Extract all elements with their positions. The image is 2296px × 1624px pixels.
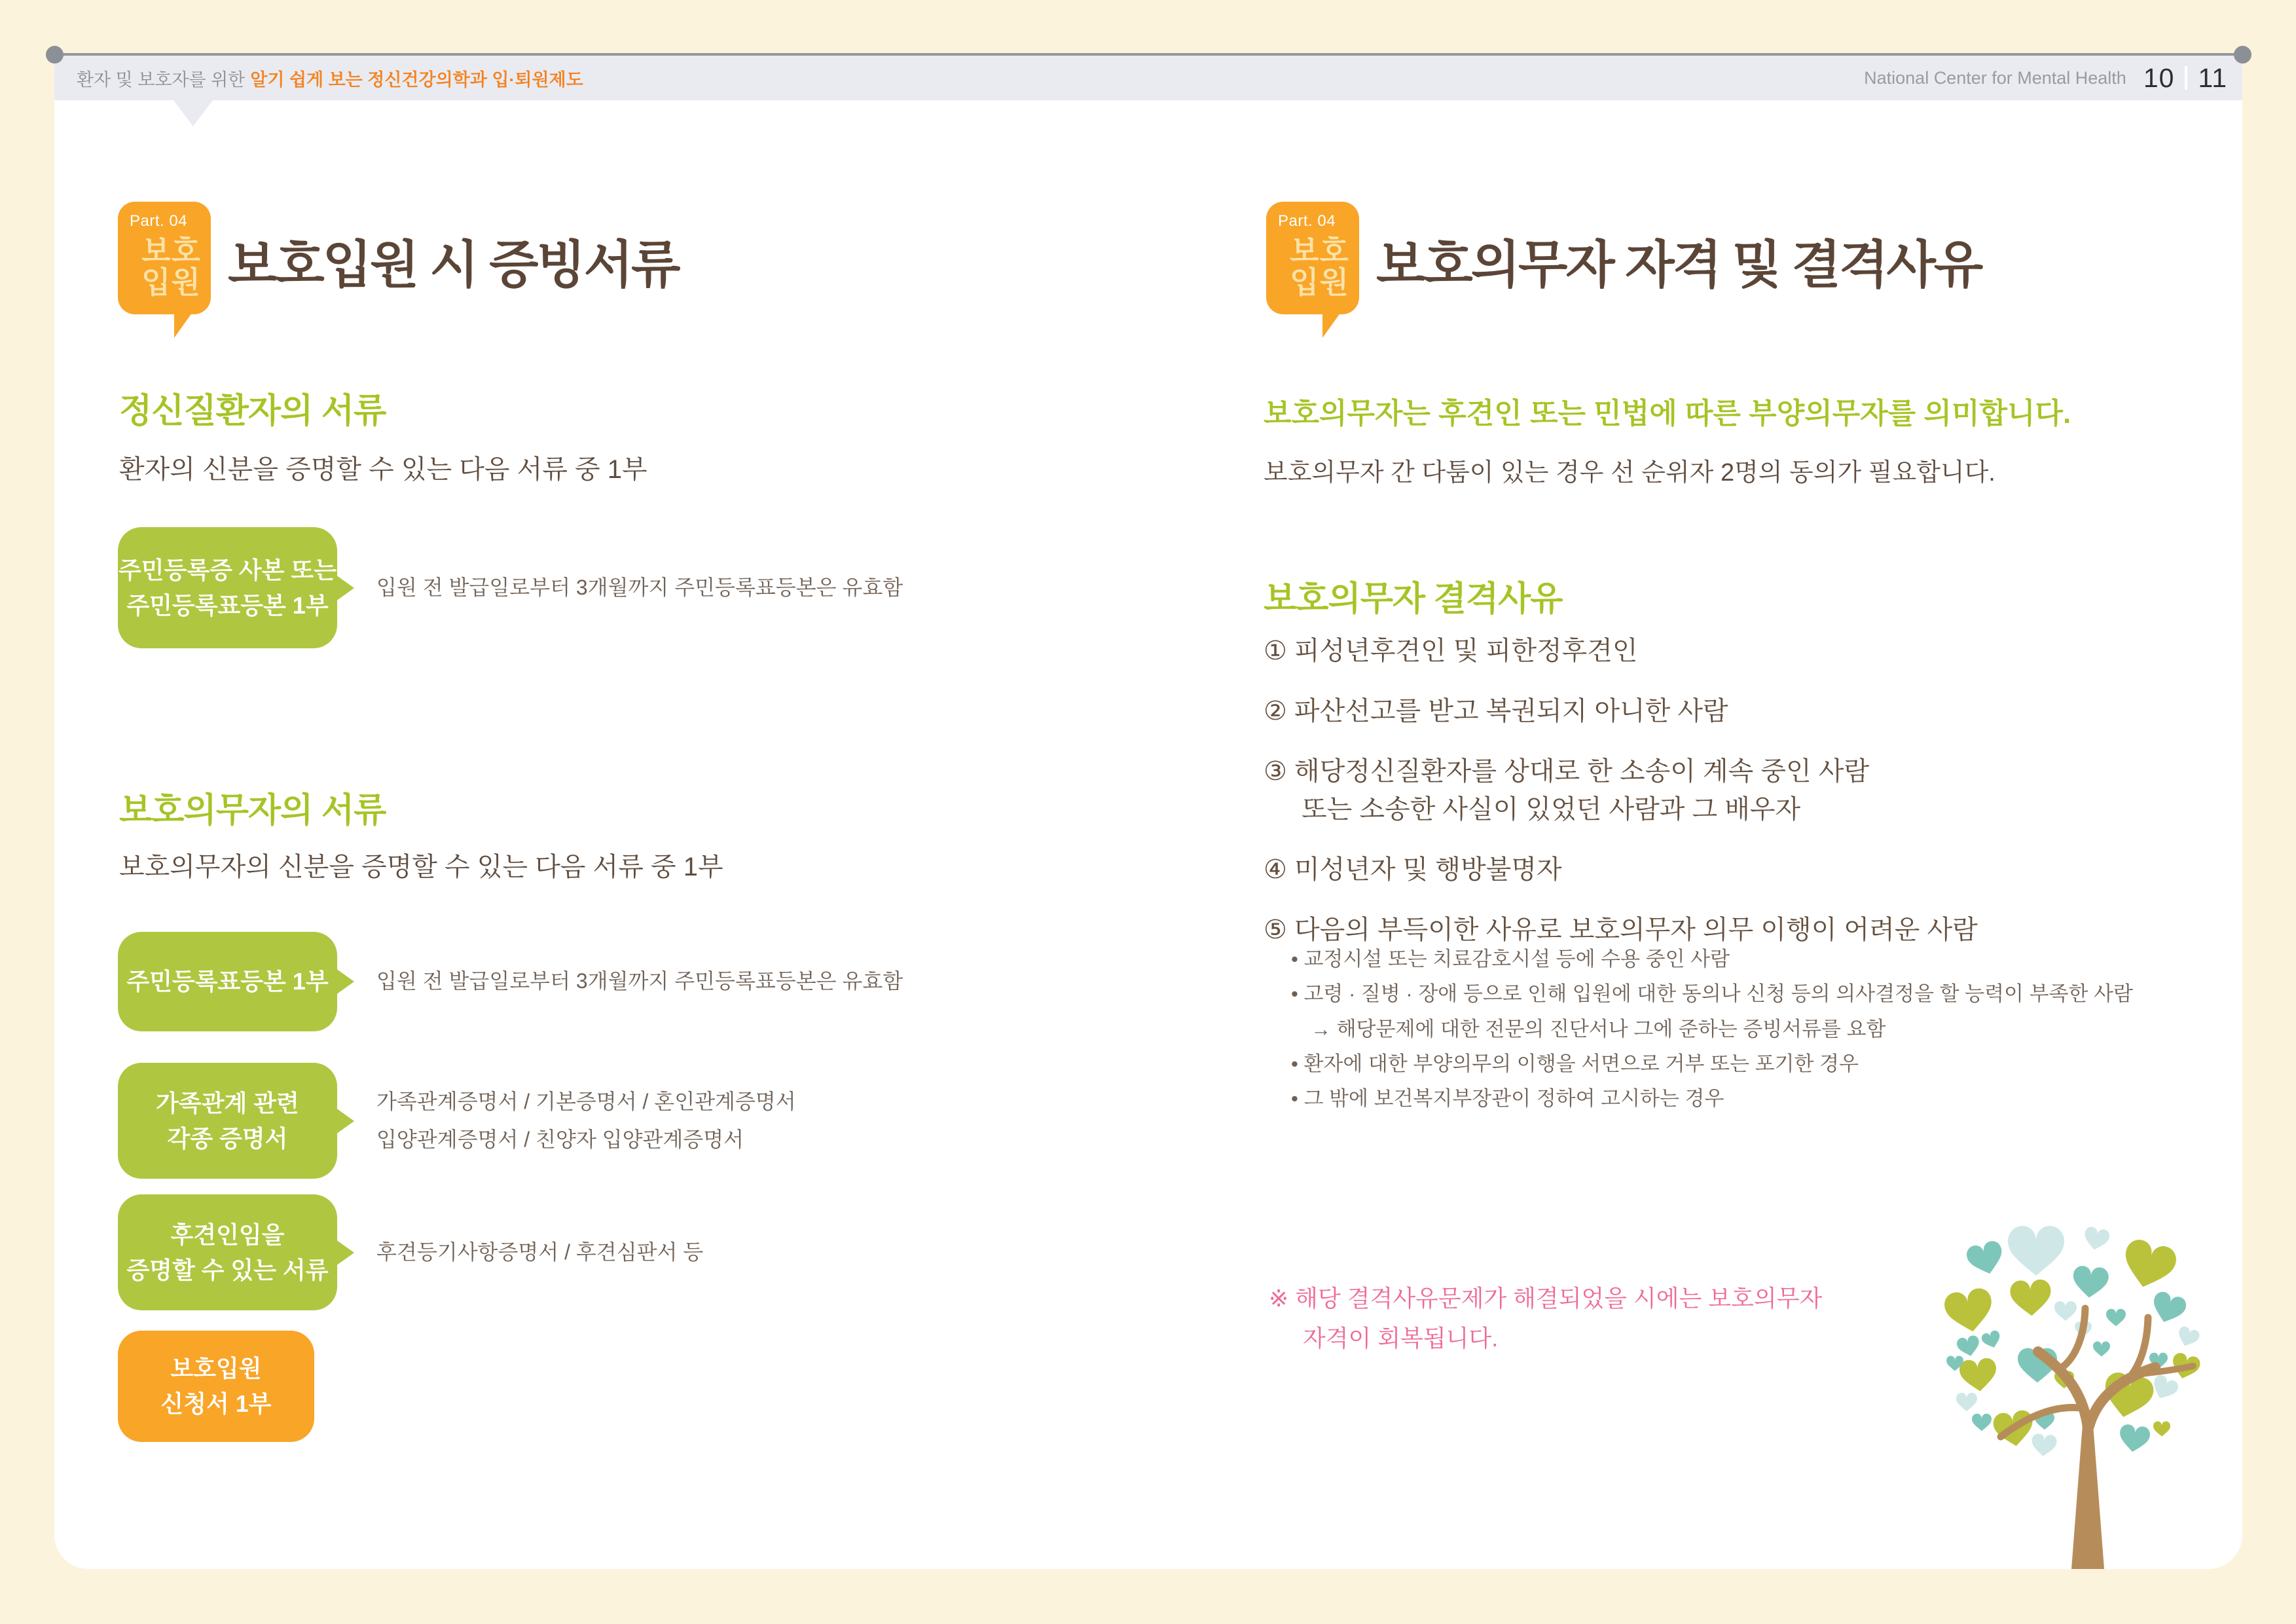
list-item: ④ 미성년자 및 행방불명자 [1264,855,1562,884]
header-subtitle-orange: 알기 쉽게 보는 정신건강의학과 입·퇴원제도 [250,69,583,90]
list-item: • 환자에 대한 부양의무의 이행을 서면으로 거부 또는 포기한 경우 [1291,1052,1859,1075]
badge-tail [336,1108,354,1134]
restoration-note: ※ 해당 결격사유문제가 해결되었을 시에는 보호의무자 자격이 회복됩니다. [1269,1285,1823,1352]
part-word: 보호 입원 [141,234,201,299]
document-row-id-copy [118,527,903,648]
list-item: • 고령 · 질병 · 장애 등으로 인해 입원에 대한 동의나 신청 등의 의사결정을 할 능력이 부족한 사람 [1291,982,2133,1006]
header-band-tail [173,100,213,126]
section-heading-patient-docs: 정신질환자의 서류 [119,392,386,430]
heart-tree-illustration [1931,1211,2239,1569]
document-note: 후견등기사항증명서 / 후견심판서 등 [376,1240,704,1264]
section-heading-guardian-docs: 보호의무자의 서류 [119,792,386,830]
left-page-title: 보호입원 시 증빙서류 [228,236,679,293]
document-badge: 주민등록표등본 1부 [118,932,337,1031]
header-dot-left [46,46,64,64]
part-badge-tail [174,310,194,338]
header-dot-right [2234,46,2251,64]
right-page-title: 보호의무자 자격 및 결격사유 [1376,236,1982,293]
document-badge-orange: 보호입원 신청서 1부 [118,1331,314,1442]
list-item: ① 피성년후견인 및 피한정후견인 [1264,637,1638,665]
list-item: • 교정시설 또는 치료감호시설 등에 수용 중인 사람 [1291,948,1730,970]
part-word: 보호 입원 [1290,234,1349,299]
tree-leaves [1942,1226,2202,1458]
header-subtitle [77,56,583,100]
part-badge-right [1266,202,1359,314]
document-row-guardianship-proof [118,1194,703,1310]
page-number-right: 11 [2198,62,2227,93]
document-badge: 가족관계 관련 각종 증명서 [118,1063,337,1179]
list-item: • 그 밖에 보건복지부장관이 정하여 고시하는 경우 [1291,1087,1724,1111]
badge-tail [336,575,354,601]
part-label: Part. 04 [1278,212,1336,230]
document-badge: 주민등록증 사본 또는 주민등록표등본 1부 [118,527,337,648]
badge-tail [336,969,354,995]
document-row-admission-application [118,1331,314,1442]
badge-tail [336,1240,354,1266]
document-badge: 후견인임을 증명할 수 있는 서류 [118,1194,337,1310]
part-label: Part. 04 [130,212,188,230]
header-pagination [1864,56,2227,100]
section-desc-guardian-docs: 보호의무자의 신분을 증명할 수 있는 다음 서류 중 1부 [119,853,723,881]
list-item: ⑤ 다음의 부득이한 사유로 보호의무자 의무 이행이 어려운 사람 [1264,915,1978,944]
guardian-definition: 보호의무자는 후견인 또는 민법에 따른 부양의무자를 의미합니다. [1264,397,2071,430]
page-number-divider [2185,66,2187,90]
document-row-resident-register [118,932,903,1031]
header-subtitle-gray: 환자 및 보호자를 위한 [77,69,246,90]
guardian-definition-desc: 보호의무자 간 다툼이 있는 경우 선 순위자 2명의 동의가 필요합니다. [1264,459,1995,487]
disqualification-sublist [1291,942,2133,1116]
disqualification-list [1264,632,1978,971]
document-note: 입원 전 발급일로부터 3개월까지 주민등록표등본은 유효함 [376,575,903,599]
header-org-name: National Center for Mental Health [1864,67,2126,88]
section-heading-disqualification: 보호의무자 결격사유 [1264,580,1563,618]
page-number-left: 10 [2143,62,2175,93]
section-desc-patient-docs: 환자의 신분을 증명할 수 있는 다음 서류 중 1부 [119,455,647,484]
part-badge-tail [1322,310,1342,338]
document-row-family-certificates [118,1063,796,1179]
part-badge-left [118,202,211,314]
document-note: 가족관계증명서 / 기본증명서 / 혼인관계증명서 입양관계증명서 / 친양자 입양관계증명서 [376,1089,796,1151]
document-note: 입원 전 발급일로부터 3개월까지 주민등록표등본은 유효함 [376,969,903,993]
list-item: ② 파산선고를 받고 복권되지 아니한 사람 [1264,697,1728,726]
list-item-note: → 해당문제에 대한 전문의 진단서나 그에 준하는 증빙서류를 요함 [1311,1017,1886,1041]
list-item: ③ 해당정신질환자를 상대로 한 소송이 계속 중인 사람 또는 소송한 사실이 있었던 사람과 그 배우자 [1264,757,1870,824]
